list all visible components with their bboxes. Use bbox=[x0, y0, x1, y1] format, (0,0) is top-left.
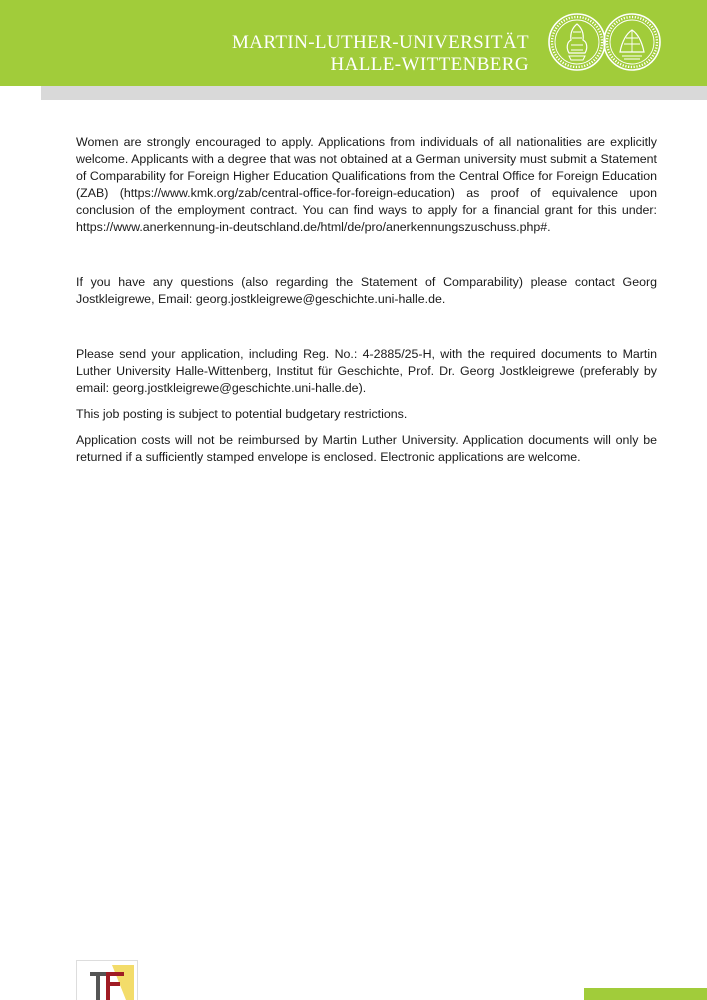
paragraph-application-costs: Application costs will not be reimbursed by Martin Luther University. Application documents will only be returned if a sufficiently stamped envelope is enclosed. Electronic applications are welcome. bbox=[76, 433, 657, 464]
university-name-line2: HALLE-WITTENBERG bbox=[330, 54, 529, 75]
document-body bbox=[76, 134, 657, 466]
university-seal-icon bbox=[602, 12, 662, 72]
university-name-line1: MARTIN-LUTHER-UNIVERSITÄT bbox=[232, 32, 529, 53]
footer-accent-bar bbox=[584, 988, 707, 1000]
paragraph-equal-opportunity: Women are strongly encouraged to apply. Applications from individuals of all nationalities are explicitly welcome. Applicants with a degree that was not obtained at a German university must submit a Statement of Comparability for Foreign Higher Education Qualifications from the Central Office for Foreign Education (ZAB) (https://www.kmk.org/zab/central-office-for-foreign-education) as proof of equivalence upon conclusion of the employment contract. You can find ways to apply for a financial grant for this under: https://www.anerkennung-in-deutschland.de/html/de/pro/anerkennungszuschuss.php#. bbox=[76, 135, 657, 234]
paragraph-application-instructions: Please send your application, including Reg. No.: 4-2885/25-H, with the required documents to Martin Luther University Halle-Wittenberg, Institut für Geschichte, Prof. Dr. Georg Jostkleigrewe (preferably by email: georg.jostkleigrewe@geschichte.uni-halle.de). bbox=[76, 347, 657, 395]
university-name bbox=[232, 32, 529, 76]
family-friendly-logo-icon bbox=[76, 960, 138, 1000]
paragraph-contact: If you have any questions (also regarding the Statement of Comparability) please contact Georg Jostkleigrewe, Email: georg.jostkleigrewe@geschichte.uni-halle.de. bbox=[76, 275, 657, 306]
university-seal-icon bbox=[547, 12, 607, 72]
paragraph-budget-notice: This job posting is subject to potential budgetary restrictions. bbox=[76, 407, 408, 421]
header-divider-bar bbox=[41, 86, 707, 100]
